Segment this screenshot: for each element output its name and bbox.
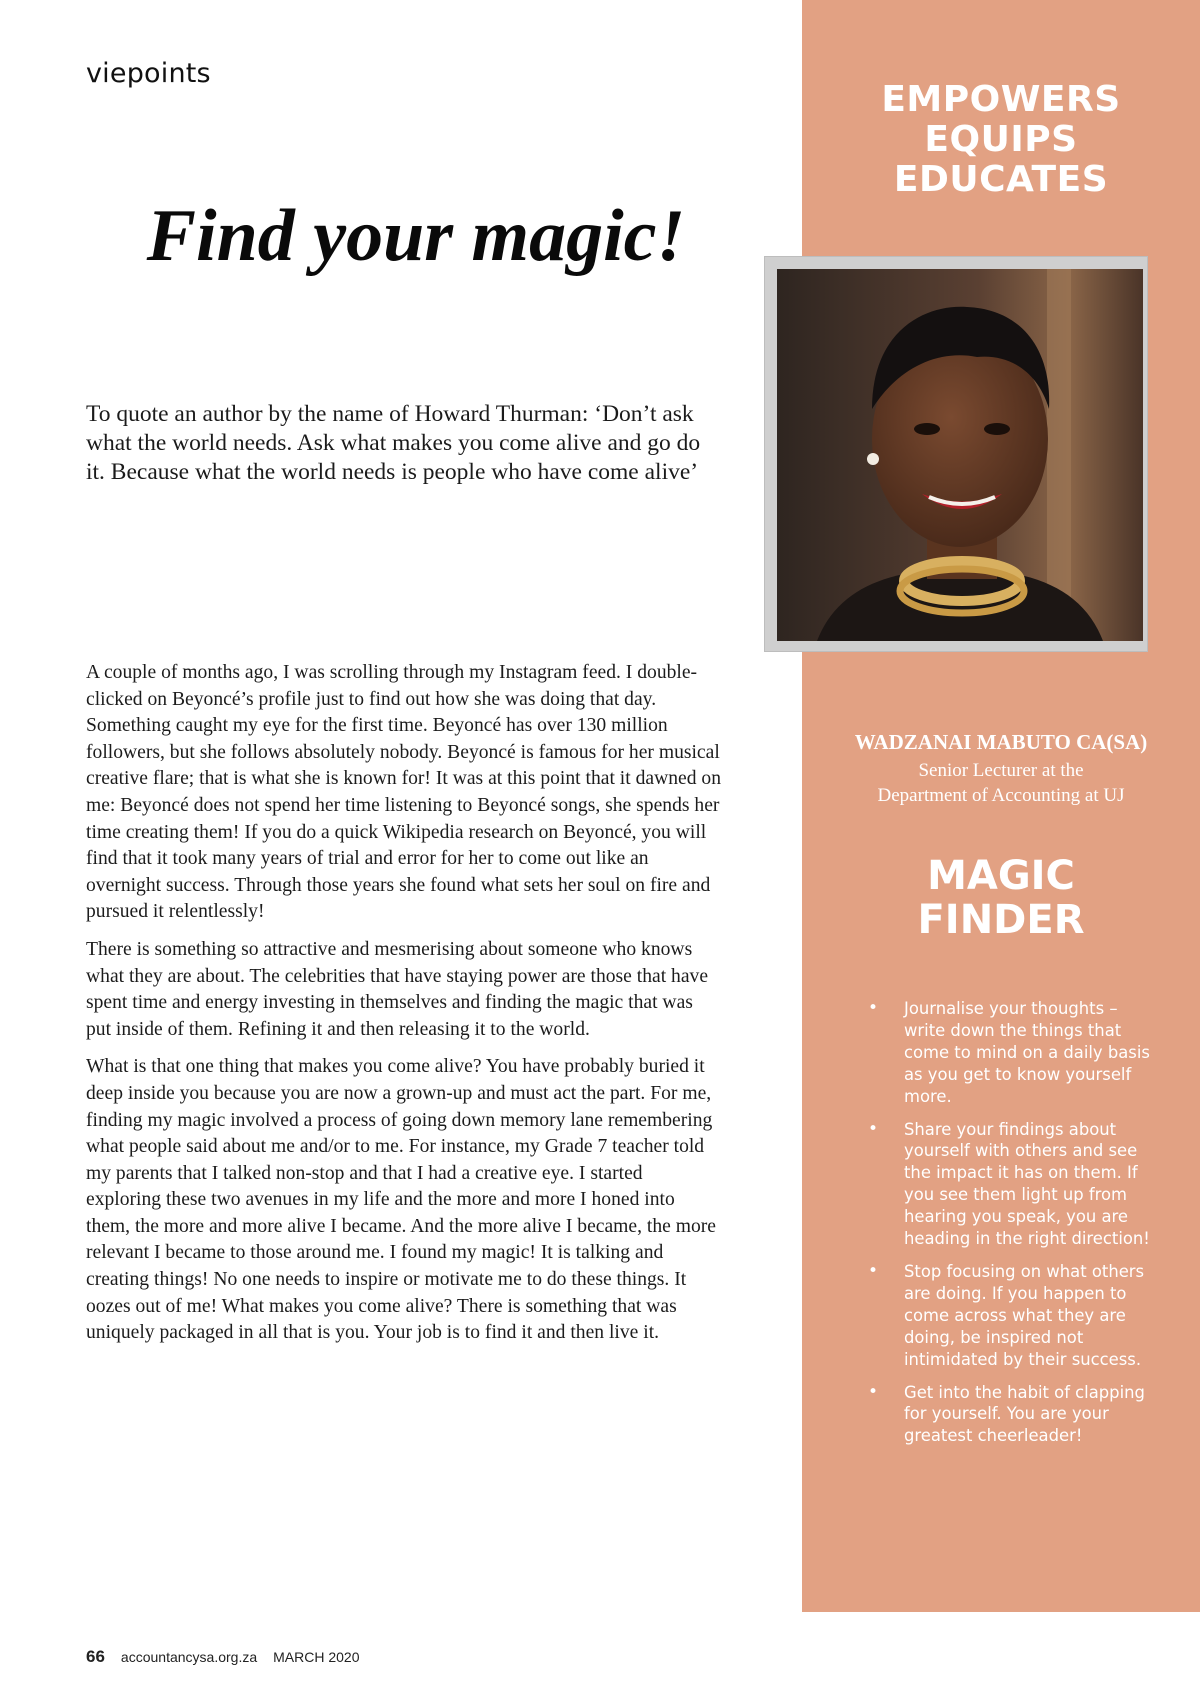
- article-body: [86, 660, 722, 1358]
- body-paragraph: There is something so attractive and mesmerising about someone who knows what they are about. The celebrities that have staying power are those that have spent time and energy investing in themselves and finding the magic that was put inside of them. Refining it and then releasing it to the world.: [86, 938, 709, 1040]
- section-label: viepoints: [86, 58, 211, 89]
- tagline: [802, 80, 1200, 200]
- author-role: [802, 758, 1200, 808]
- tagline-line: EMPOWERS: [881, 79, 1121, 120]
- tip-item: • Stop focusing on what others are doing. If you happen to come across what they are doing, be inspired not intimidated by their success.: [860, 1261, 1160, 1371]
- tagline-line: EDUCATES: [893, 159, 1109, 200]
- body-paragraph: What is that one thing that makes you come alive? You have probably buried it deep inside you because you are now a grown-up and must act the part. For me, finding my magic involved a process of going down memory lane remembering what people said about me and/or to me. For instance, my Grade 7 teacher told my parents that I talked non-stop and that I had a creative eye. I started exploring these two avenues in my life and the more and more I honed into them, the more and more alive I became. And the more alive I became, the more relevant I became to those around me. I found my magic! It is talking and creating things! No one needs to inspire or motivate me to do these things. It oozes out of me! What makes you come alive? There is something that was uniquely packaged in all that is you. Your job is to find it and then live it.: [86, 1056, 717, 1344]
- body-paragraph: A couple of months ago, I was scrolling through my Instagram feed. I double-clicked on Beyoncé’s profile just to find out how she was doing that day. Something caught my eye for the first time. Beyoncé has over 130 million followers, but she follows absolutely nobody. Beyoncé is famous for her musical creative flare; that is what she is known for! It was at this point that it dawned on me: Beyoncé does not spend her time listening to Beyoncé songs, she spends her time creating them! If you do a quick Wikipedia research on Beyoncé, you will find that it took many years of trial and error for her to come out like an overnight success. Through those years she found what sets her soul on fire and pursued it relentlessly!: [86, 662, 721, 923]
- pull-quote: To quote an author by the name of Howard Thurman: ‘Don’t ask what the world needs. Ask what makes you come alive and go do it. Because what the world needs is people who have come alive’: [86, 401, 701, 485]
- article-title: Find your magic!: [146, 195, 686, 277]
- tips-heading-line: MAGIC: [927, 853, 1075, 899]
- tip-item: • Get into the habit of clapping for yourself. You are your greatest cheerleader!: [860, 1382, 1160, 1448]
- author-photo: [777, 269, 1143, 641]
- tips-heading: [802, 854, 1200, 942]
- tagline-line: EQUIPS: [924, 119, 1078, 160]
- author-name: WADZANAI MABUTO CA(SA): [854, 730, 1148, 754]
- tip-item: • Share your findings about yourself with others and see the impact it has on them. If you see them light up from hearing you speak, you are heading in the right direction!: [860, 1119, 1160, 1250]
- page-number: 66: [86, 1647, 105, 1666]
- footer-issue: MARCH 2020: [273, 1649, 360, 1665]
- portrait-image: [777, 269, 1143, 641]
- author-role-line: Department of Accounting at UJ: [877, 785, 1125, 806]
- tips-list: [860, 998, 1160, 1458]
- page-footer: [86, 1647, 360, 1667]
- footer-website: accountancysa.org.za: [120, 1649, 258, 1665]
- tips-heading-line: FINDER: [917, 897, 1085, 943]
- author-photo-frame: [764, 256, 1148, 652]
- author-role-line: Senior Lecturer at the: [918, 760, 1084, 781]
- tip-item: • Journalise your thoughts – write down the things that come to mind on a daily basis as you get to know yourself more.: [860, 998, 1160, 1108]
